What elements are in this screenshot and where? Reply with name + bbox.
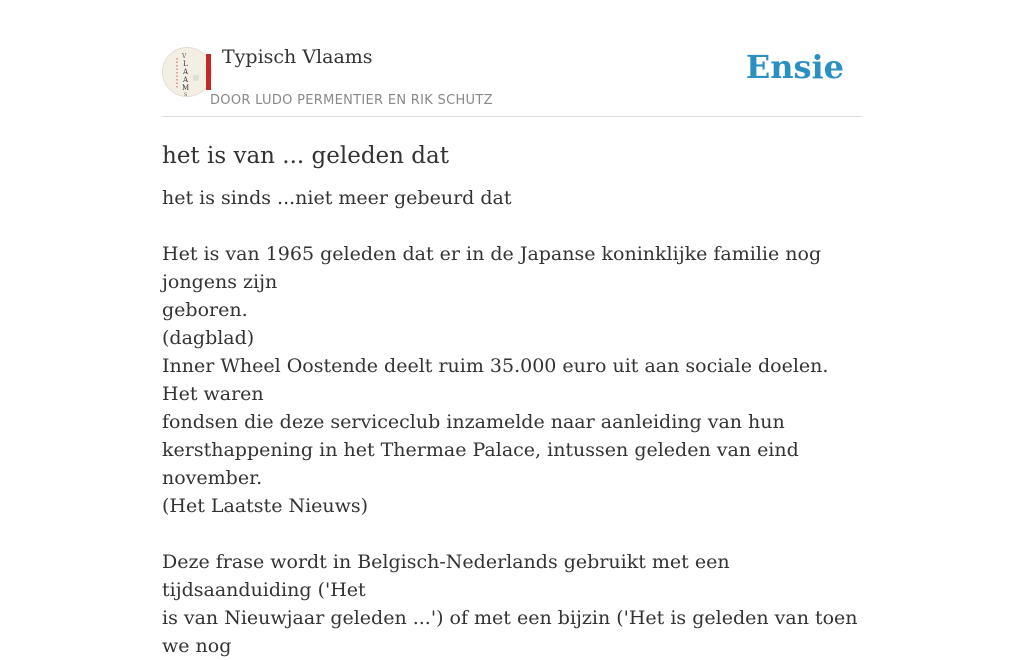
example-line: Het is van 1965 geleden dat er in de Japanse koninklijke familie nog jongens zijn (162, 243, 822, 293)
svg-text:A: A (183, 68, 189, 76)
logo-accent-bar (206, 54, 211, 90)
site-title[interactable]: Typisch Vlaams (222, 46, 373, 68)
page (162, 0, 862, 660)
article-body (162, 184, 862, 660)
logo-letters-icon (173, 52, 203, 98)
svg-text:M: M (182, 84, 190, 92)
paragraph-gap (162, 520, 862, 548)
definition-text: het is sinds ...niet meer gebeurd dat (162, 187, 512, 209)
byline: DOOR LUDO PERMENTIER EN RIK SCHUTZ (210, 93, 493, 108)
example-line: Inner Wheel Oostende deelt ruim 35.000 euro uit aan sociale doelen. Het waren (162, 355, 829, 405)
example-line: kersthappening in het Thermae Palace, intussen geleden van eind november. (162, 439, 799, 489)
svg-text:V: V (182, 53, 187, 60)
ensie-brand-link[interactable]: Ensie (745, 48, 844, 86)
article-title: het is van ... geleden dat (162, 143, 449, 169)
svg-text:S: S (184, 92, 188, 98)
svg-text:L: L (183, 60, 188, 68)
site-header (162, 0, 862, 117)
site-logo[interactable] (162, 47, 212, 97)
source-citation: (dagblad) (162, 327, 255, 349)
source-citation: (Het Laatste Nieuws) (162, 495, 369, 517)
example-line: geboren. (162, 299, 248, 321)
paragraph-gap (162, 212, 862, 240)
explanation-line: is van Nieuwjaar geleden ...') of met een bijzin ('Het is geleden van toen we nog (162, 607, 858, 657)
svg-text:A: A (183, 76, 189, 84)
explanation-line: Deze frase wordt in Belgisch-Nederlands gebruikt met een tijdsaanduiding ('Het (162, 551, 730, 601)
example-line: fondsen die deze serviceclub inzamelde naar aanleiding van hun (162, 411, 785, 433)
